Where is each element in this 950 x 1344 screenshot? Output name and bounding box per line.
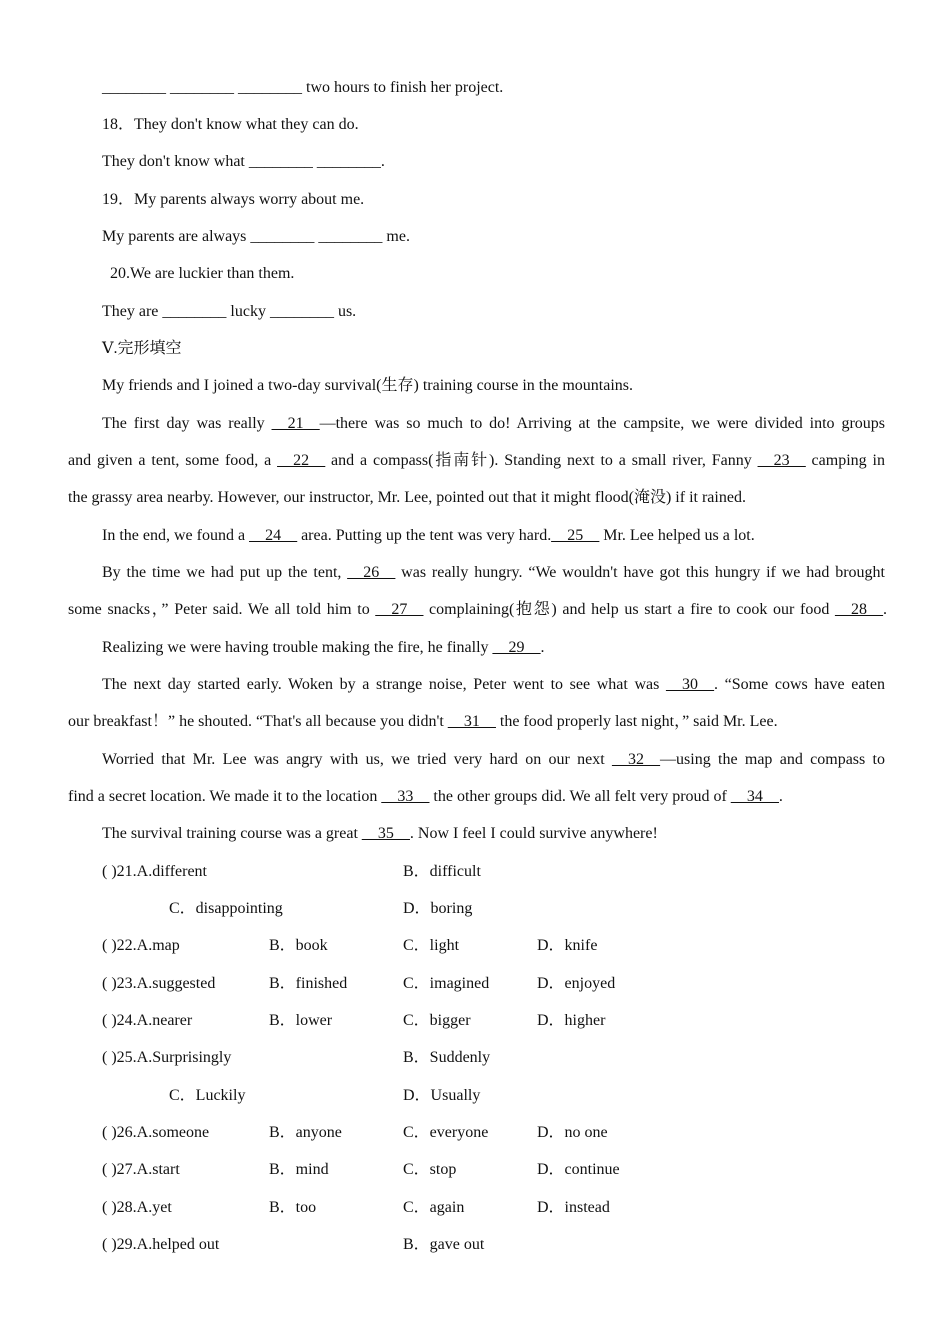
passage-line-11: Worried that Mr. Lee was angry with us, we tried very hard on our next __32__—using the map and compass to	[102, 751, 886, 768]
question-28-option-b: B．too	[269, 1199, 317, 1216]
blank-30: __30__	[666, 676, 715, 693]
question-23: ( )23.A.suggested	[102, 975, 216, 992]
question-22-option-b: B．book	[269, 937, 328, 954]
question-23-option-c: C．imagined	[403, 975, 490, 992]
question-18: 18．They don't know what they can do.	[102, 116, 359, 133]
blank-22: __22__	[277, 452, 326, 469]
passage-line-6: By the time we had put up the tent, __26__ was really hungry. “We wouldn't have got this hungry if we had brought	[102, 564, 885, 581]
question-27-option-b: B．mind	[269, 1161, 329, 1178]
question-22: ( )22.A.map	[102, 937, 180, 954]
question-28: ( )28.A.yet	[102, 1199, 172, 1216]
question-19: 19．My parents always worry about me.	[102, 191, 365, 208]
question-23-option-d: D．enjoyed	[537, 975, 616, 992]
passage-line-10: our breakfast！” he shouted. “That's all because you didn't __31__ the food properly last night，” said Mr. Lee.	[68, 713, 778, 730]
blank-26: __26__	[347, 564, 396, 581]
question-27: ( )27.A.start	[102, 1161, 180, 1178]
section-title: Ⅴ.完形填空	[102, 340, 182, 357]
passage-line-13: The survival training course was a great __35__. Now I feel I could survive anywhere!	[102, 825, 658, 842]
question-24-option-d: D．higher	[537, 1012, 606, 1029]
rewrite-line-17b: ________ ________ ________ two hours to finish her project.	[102, 79, 504, 96]
passage-line-2: The first day was really __21__—there was so much to do! Arriving at the campsite, we were divided into groups	[102, 415, 885, 432]
question-24-option-c: C．bigger	[403, 1012, 471, 1029]
blank-33: __33__	[381, 788, 430, 805]
question-20: 20.We are luckier than them.	[110, 265, 295, 282]
question-27-option-d: D．continue	[537, 1161, 620, 1178]
passage-line-8: Realizing we were having trouble making the fire, he finally __29__.	[102, 639, 545, 656]
blank-28: __28__	[835, 601, 883, 618]
question-26-option-d: D．no one	[537, 1124, 608, 1141]
blank-25: __25__	[551, 527, 600, 544]
question-25-option-c: C．Luckily	[169, 1087, 246, 1104]
question-25-option-d: D．Usually	[403, 1087, 481, 1104]
blank-24: __24__	[249, 527, 298, 544]
passage-line-1: My friends and I joined a two-day survival(生存) training course in the mountains.	[102, 377, 633, 394]
passage-line-7: some snacks，” Peter said. We all told him to __27__ complaining(抱怨) and help us start a fire to cook our food __28__.	[68, 601, 887, 618]
question-22-option-c: C．light	[403, 937, 460, 954]
question-25: ( )25.A.Surprisingly	[102, 1049, 232, 1066]
question-25-option-b: B．Suddenly	[403, 1049, 491, 1066]
question-28-option-c: C．again	[403, 1199, 465, 1216]
question-24: ( )24.A.nearer	[102, 1012, 193, 1029]
question-29-option-b: B．gave out	[403, 1236, 485, 1253]
question-26-option-c: C．everyone	[403, 1124, 489, 1141]
question-21-option-c: C．disappointing	[169, 900, 283, 917]
question-21-option-b: B．difficult	[403, 863, 481, 880]
question-24-option-b: B．lower	[269, 1012, 333, 1029]
passage-line-5: In the end, we found a __24__ area. Putting up the tent was very hard.__25__ Mr. Lee helped us a lot.	[102, 527, 755, 544]
blank-23: __23__	[757, 452, 806, 469]
question-27-option-c: C．stop	[403, 1161, 457, 1178]
passage-line-3: and given a tent, some food, a __22__ and a compass(指南针). Standing next to a small river, Fanny __23__ camping in	[68, 452, 885, 469]
question-22-option-d: D．knife	[537, 937, 598, 954]
question-29: ( )29.A.helped out	[102, 1236, 220, 1253]
blank-35: __35__	[361, 825, 410, 842]
question-26: ( )26.A.someone	[102, 1124, 210, 1141]
question-21-option-d: D．boring	[403, 900, 473, 917]
blank-31: __31__	[447, 713, 496, 730]
passage-line-4: the grassy area nearby. However, our instructor, Mr. Lee, pointed out that it might flood(淹没) if it rained.	[68, 489, 746, 506]
question-23-option-b: B．finished	[269, 975, 348, 992]
question-26-option-b: B．anyone	[269, 1124, 342, 1141]
question-21: ( )21.A.different	[102, 863, 207, 880]
blank-32: __32__	[612, 751, 661, 768]
blank-27: __27__	[375, 601, 424, 618]
passage-line-12: find a secret location. We made it to the location __33__ the other groups did. We all felt very proud of __34__.	[68, 788, 783, 805]
blank-34: __34__	[730, 788, 779, 805]
rewrite-line-19: My parents are always ________ ________ me.	[102, 228, 410, 245]
blank-29: __29__	[492, 639, 541, 656]
question-28-option-d: D．instead	[537, 1199, 610, 1216]
rewrite-line-20: They are ________ lucky ________ us.	[102, 303, 357, 320]
passage-line-9: The next day started early. Woken by a strange noise, Peter went to see what was __30__. “Some cows have eaten	[102, 676, 886, 693]
rewrite-line-18: They don't know what ________ ________.	[102, 153, 385, 170]
blank-21: __21__	[271, 415, 320, 432]
